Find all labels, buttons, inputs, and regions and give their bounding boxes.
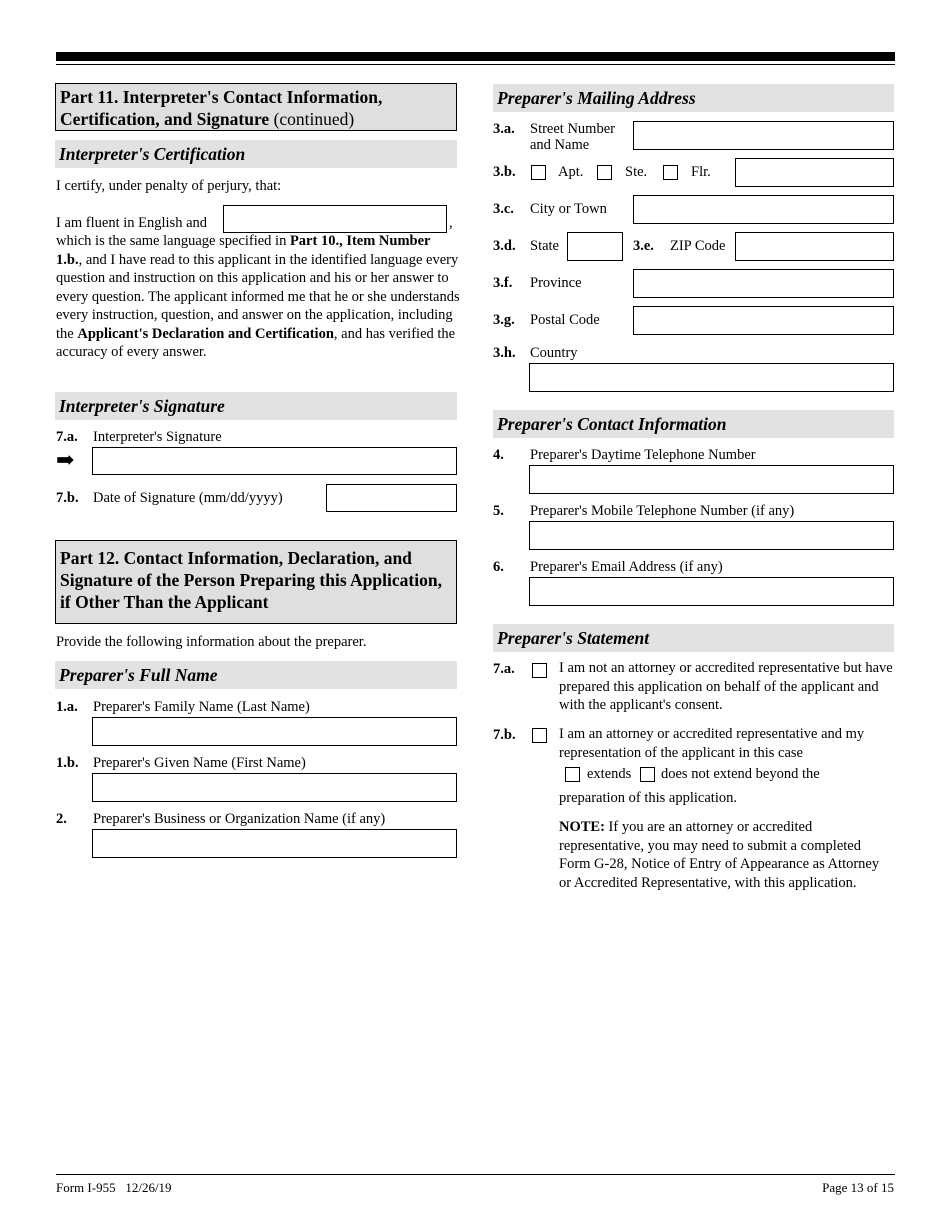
country-input[interactable] bbox=[529, 363, 894, 392]
item-1b-number: 1.b. bbox=[56, 755, 79, 771]
email-input[interactable] bbox=[529, 577, 894, 606]
cert-para-1: which is the same language specified in bbox=[56, 233, 290, 249]
part11-header bbox=[55, 83, 457, 131]
interpreter-signature-heading: Interpreter's Signature bbox=[55, 392, 457, 420]
city-input[interactable] bbox=[633, 195, 894, 224]
day-phone-input[interactable] bbox=[529, 465, 894, 494]
part11-continued: (continued) bbox=[273, 109, 355, 129]
preparer-family-name-input[interactable] bbox=[92, 717, 457, 746]
item-1a-label: Preparer's Family Name (Last Name) bbox=[93, 699, 310, 715]
preparer-given-name-input[interactable] bbox=[92, 773, 457, 802]
certification-paragraph bbox=[56, 232, 460, 362]
postal-code-input[interactable] bbox=[633, 306, 894, 335]
form-id: Form I-955 12/26/19 bbox=[56, 1180, 172, 1195]
part11-title: Part 11. Interpreter's Contact Information, Certification, and Signature bbox=[60, 87, 383, 129]
contact-info-heading: Preparer's Contact Information bbox=[493, 410, 894, 438]
apt-label: Apt. bbox=[558, 164, 584, 180]
item-3d-number: 3.d. bbox=[493, 238, 516, 254]
not-extend-label: does not extend beyond the bbox=[661, 766, 820, 782]
street-label-line2: and Name bbox=[530, 137, 590, 153]
item-7a-statement-number: 7.a. bbox=[493, 661, 515, 677]
email-label: Preparer's Email Address (if any) bbox=[530, 559, 723, 575]
zip-input[interactable] bbox=[735, 232, 894, 261]
not-extend-checkbox[interactable] bbox=[640, 767, 655, 782]
footer-rule bbox=[56, 1174, 895, 1175]
interpreter-signature-field[interactable] bbox=[92, 447, 457, 475]
item-7a-number: 7.a. bbox=[56, 429, 78, 445]
city-label: City or Town bbox=[530, 201, 607, 217]
flr-checkbox[interactable] bbox=[663, 165, 678, 180]
signature-arrow-icon: ➡ bbox=[56, 447, 75, 472]
extends-label: extends bbox=[587, 766, 632, 782]
certify-text: I certify, under penalty of perjury, that: bbox=[56, 178, 282, 194]
cert-para-2: , and I have read to this applicant in the identified language every question and instruction on this application and his or her answer to every question. The applicant informed me that he or she understands every instruction, question, and answer on the application, including the bbox=[56, 251, 460, 342]
item-1a-number: 1.a. bbox=[56, 699, 78, 715]
item-2-number: 2. bbox=[56, 811, 67, 827]
language-input[interactable] bbox=[223, 205, 447, 233]
item-4-number: 4. bbox=[493, 447, 504, 463]
item-3c-number: 3.c. bbox=[493, 201, 514, 217]
cert-para-3: , and has verified the accuracy of every answer. bbox=[56, 325, 456, 360]
mobile-label: Preparer's Mobile Telephone Number (if any) bbox=[530, 503, 795, 519]
preparer-statement-heading: Preparer's Statement bbox=[493, 624, 894, 652]
interpreter-certification-heading: Interpreter's Certification bbox=[55, 140, 457, 168]
item-1b-label: Preparer's Given Name (First Name) bbox=[93, 755, 306, 771]
state-label: State bbox=[530, 238, 559, 254]
preparation-text: preparation of this application. bbox=[559, 790, 737, 806]
day-phone-label: Preparer's Daytime Telephone Number bbox=[530, 447, 756, 463]
top-rule-thick bbox=[56, 52, 895, 61]
item-3e-number: 3.e. bbox=[633, 238, 654, 254]
cert-para-bold-1: Part 10., Item Number 1.b. bbox=[56, 233, 431, 268]
attorney-checkbox[interactable] bbox=[532, 728, 547, 743]
preparer-full-name-heading: Preparer's Full Name bbox=[55, 661, 457, 689]
country-label: Country bbox=[530, 345, 578, 361]
flr-label: Flr. bbox=[691, 164, 711, 180]
postal-label: Postal Code bbox=[530, 312, 600, 328]
item-3a-number: 3.a. bbox=[493, 121, 515, 137]
ste-checkbox[interactable] bbox=[597, 165, 612, 180]
mobile-phone-input[interactable] bbox=[529, 521, 894, 550]
preparer-business-name-input[interactable] bbox=[92, 829, 457, 858]
page-number: Page 13 of 15 bbox=[822, 1180, 894, 1195]
item-7b-statement-number: 7.b. bbox=[493, 727, 516, 743]
street-label-line1: Street Number bbox=[530, 121, 615, 137]
item-5-number: 5. bbox=[493, 503, 504, 519]
extends-checkbox[interactable] bbox=[565, 767, 580, 782]
item-3g-number: 3.g. bbox=[493, 312, 515, 328]
fluent-prefix: I am fluent in English and bbox=[56, 215, 208, 231]
item-7a-label: Interpreter's Signature bbox=[93, 429, 222, 445]
part12-title: Part 12. Contact Information, Declaration, and Signature of the Person Preparing this Application, if Other Than the Applicant bbox=[60, 548, 442, 612]
province-label: Province bbox=[530, 275, 582, 291]
item-6-number: 6. bbox=[493, 559, 504, 575]
item-7b-number: 7.b. bbox=[56, 490, 79, 506]
apt-checkbox[interactable] bbox=[531, 165, 546, 180]
signature-date-input[interactable] bbox=[326, 484, 457, 512]
street-input[interactable] bbox=[633, 121, 894, 150]
attorney-note bbox=[559, 818, 893, 892]
item-3h-number: 3.h. bbox=[493, 345, 516, 361]
not-attorney-checkbox[interactable] bbox=[532, 663, 547, 678]
zip-label: ZIP Code bbox=[670, 238, 726, 254]
item-3b-number: 3.b. bbox=[493, 164, 516, 180]
cert-para-bold-2: Applicant's Declaration and Certification bbox=[77, 325, 334, 342]
unit-number-input[interactable] bbox=[735, 158, 894, 187]
mailing-address-heading: Preparer's Mailing Address bbox=[493, 84, 894, 112]
statement-7b-text: I am an attorney or accredited representative and my representation of the applicant in this case bbox=[559, 726, 865, 761]
top-rule-thin bbox=[56, 64, 895, 65]
ste-label: Ste. bbox=[625, 164, 648, 180]
province-input[interactable] bbox=[633, 269, 894, 298]
note-label: NOTE: bbox=[559, 819, 605, 835]
statement-7a-text: I am not an attorney or accredited representative but have prepared this application on behalf of the applicant and with the applicant's consent. bbox=[559, 660, 893, 713]
note-text: If you are an attorney or accredited representative, you may need to submit a completed Form G-28, Notice of Entry of Appearance as Attorney or Accredited Representative, with this application. bbox=[559, 819, 880, 891]
item-3f-number: 3.f. bbox=[493, 275, 513, 291]
item-7b-label: Date of Signature (mm/dd/yyyy) bbox=[93, 490, 283, 506]
state-select[interactable] bbox=[567, 232, 623, 261]
fluent-comma: , bbox=[449, 215, 453, 231]
part12-header bbox=[55, 540, 457, 624]
item-2-label: Preparer's Business or Organization Name (if any) bbox=[93, 811, 386, 827]
part12-intro: Provide the following information about the preparer. bbox=[56, 634, 367, 650]
